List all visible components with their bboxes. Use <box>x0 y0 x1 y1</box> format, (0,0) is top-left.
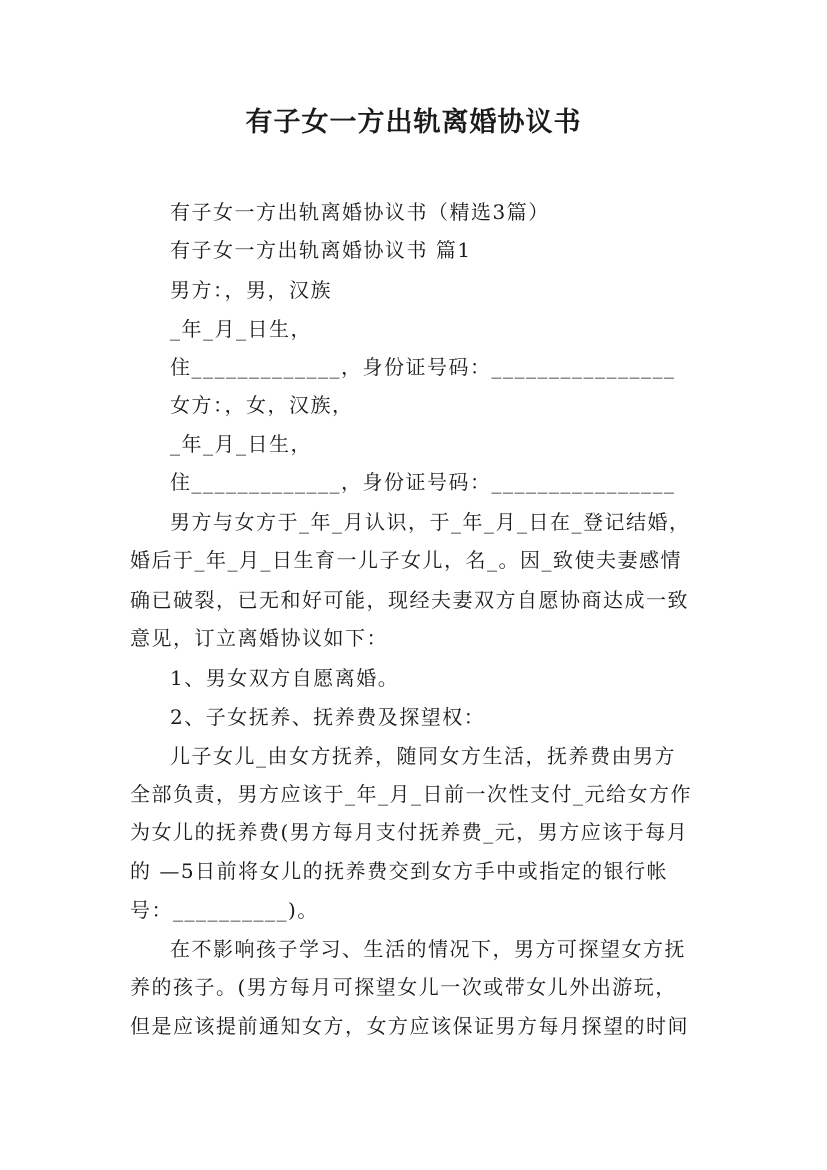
paragraph-line: 全部负责，男方应该于_年_月_日前一次性支付_元给女方作 <box>130 782 692 806</box>
paragraph-line: 号：__________)。 <box>130 898 319 922</box>
male-party-line: 男方：，男，汉族 <box>170 278 332 302</box>
page-title: 有子女一方出轨离婚协议书 <box>245 107 582 138</box>
female-party-line: 女方：，女，汉族， <box>170 393 354 417</box>
paragraph-line: 意见，订立离婚协议如下： <box>130 626 388 650</box>
paragraph-line: 儿子女儿_由女方抚养，随同女方生活，抚养费由男方 <box>170 744 676 768</box>
clause-2: 2、子女抚养、抚养费及探望权： <box>170 705 486 729</box>
female-birth-line: _年_月_日生， <box>170 432 312 456</box>
paragraph-line: 的 —5日前将女儿的抚养费交到女方手中或指定的银行帐 <box>130 859 669 883</box>
paragraph-line: 养的孩子。(男方每月可探望女儿一次或带女儿外出游玩， <box>130 975 677 999</box>
paragraph-line: 确已破裂，已无和好可能，现经夫妻双方自愿协商达成一致 <box>130 588 689 612</box>
paragraph-line: 在不影响孩子学习、生活的情况下，男方可探望女方抚 <box>170 937 686 961</box>
paragraph-line: 为女儿的抚养费(男方每月支付抚养费_元，男方应该于每月 <box>130 820 689 844</box>
section-heading: 有子女一方出轨离婚协议书 篇1 <box>170 238 472 262</box>
subtitle-line: 有子女一方出轨离婚协议书（精选3篇） <box>170 200 550 224</box>
clause-1: 1、男女双方自愿离婚。 <box>170 666 400 690</box>
male-birth-line: _年_月_日生， <box>170 317 312 341</box>
paragraph-line: 男方与女方于_年_月认识，于_年_月_日在_登记结婚， <box>170 510 691 534</box>
paragraph-line: 但是应该提前通知女方，女方应该保证男方每月探望的时间 <box>130 1014 689 1038</box>
female-address-line: 住_____________，身份证号码：________________ <box>170 470 676 494</box>
paragraph-line: 婚后于_年_月_日生育一儿子女儿，名_。因_致使夫妻感情 <box>130 548 682 572</box>
male-address-line: 住_____________，身份证号码：________________ <box>170 355 676 379</box>
